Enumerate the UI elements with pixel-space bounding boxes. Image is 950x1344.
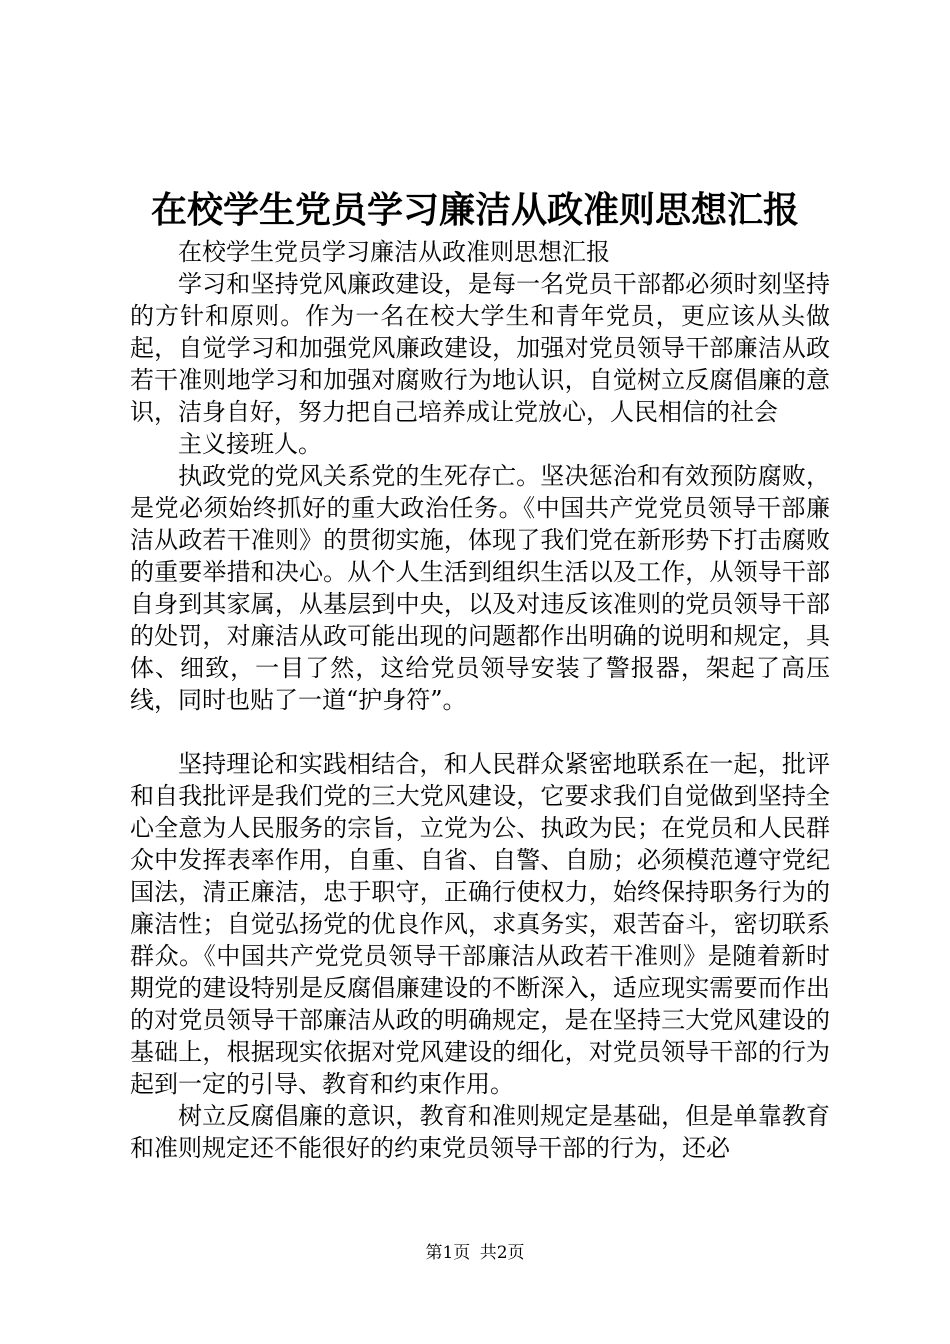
paragraph-party-style: 执政党的党风关系党的生死存亡。坚决惩治和有效预防腐败，是党必须始终抓好的重大政治任务。《中国共产党党员领导干部廉洁从政若干准则》的贯彻实施，体现了我们党在新形势下打击腐败的重要举措和决心。从个人生活到组织生活以及工作，从领导干部自身到其家属，从基层到中央，以及对违反该准则的党员领导干部的处罚，对廉洁从政可能出现的问题都作出明确的说明和规定，具体、细致，一目了然，这给党员领导安装了警报器，架起了高压线，同时也贴了一道“护身符”。 [130,462,830,714]
page-footer [0,1242,950,1264]
document-title: 在校学生党员学习廉洁从政准则思想汇报 [150,189,799,231]
paragraph-intro-continued: 主义接班人。 [178,430,322,458]
document-body [130,236,830,1164]
page-number: 第1页 [425,1243,471,1263]
page-total: 共2页 [479,1243,525,1263]
paragraph-intro: 学习和坚持党风廉政建设，是每一名党员干部都必须时刻坚持的方针和原则。作为一名在校大学生和青年党员，更应该从头做起，自觉学习和加强党风廉政建设，加强对党员领导干部廉洁从政若干准则地学习和加强对腐败行为地认识，自觉树立反腐倡廉的意识，洁身自好，努力把自己培养成让党放心，人民相信的社会 [130,270,830,426]
paragraph-heading: 在校学生党员学习廉洁从政准则思想汇报 [178,238,610,266]
paragraph-theory-practice: 坚持理论和实践相结合，和人民群众紧密地联系在一起，批评和自我批评是我们党的三大党风建设，它要求我们自觉做到坚持全心全意为人民服务的宗旨，立党为公、执政为民；在党员和人民群众中发挥表率作用，自重、自省、自警、自励；必须模范遵守党纪国法，清正廉洁，忠于职守，正确行使权力，始终保持职务行为的廉洁性；自觉弘扬党的优良作风，求真务实，艰苦奋斗，密切联系群众。《中国共产党党员领导干部廉洁从政若干准则》是随着新时期党的建设特别是反腐倡廉建设的不断深入，适应现实需要而作出的对党员领导干部廉洁从政的明确规定，是在坚持三大党风建设的基础上，根据现实依据对党风建设的细化，对党员领导干部的行为起到一定的引导、教育和约束作用。 [130,750,830,1098]
paragraph-awareness: 树立反腐倡廉的意识，教育和准则规定是基础，但是单靠教育和准则规定还不能很好的约束党员领导干部的行为，还必 [130,1102,830,1162]
paragraph-spacer [130,716,830,748]
